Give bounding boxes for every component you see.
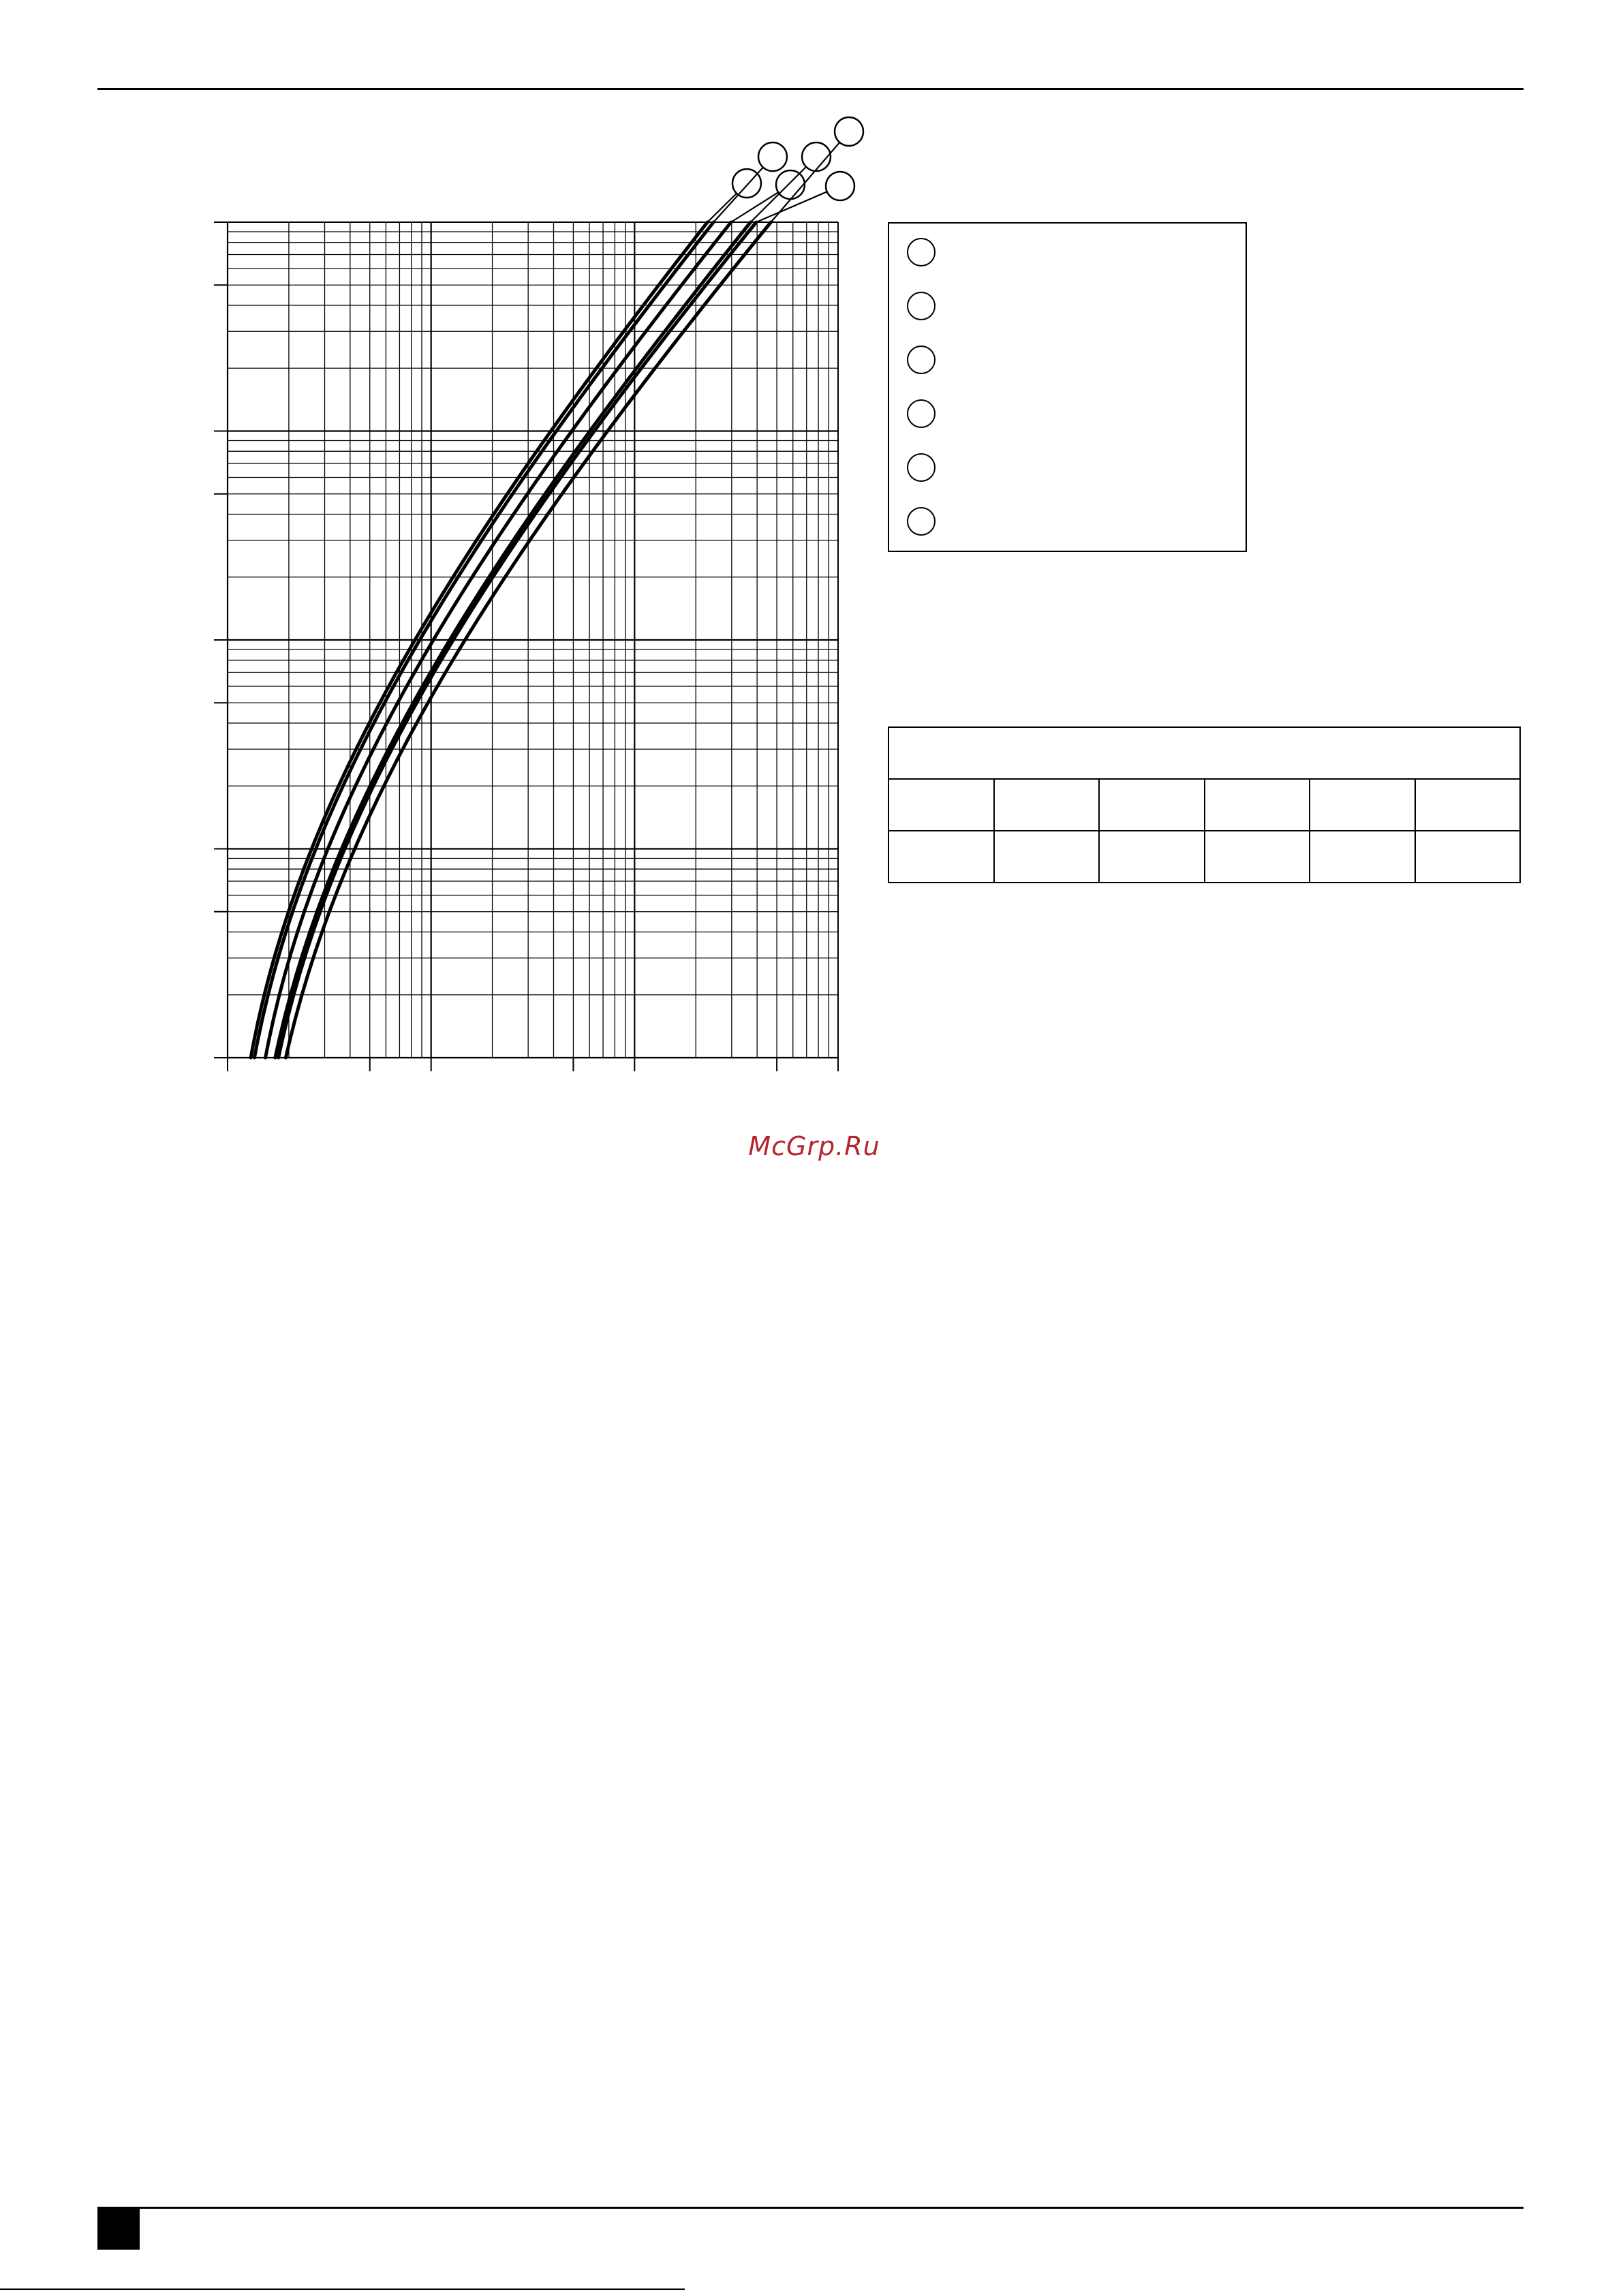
curve-tag-circle-icon — [835, 117, 863, 146]
legend-item — [907, 292, 1227, 323]
legend-circle-icon — [907, 453, 936, 482]
table-header-cell — [994, 779, 1100, 831]
legend-item — [907, 453, 1227, 485]
table-header-row — [888, 779, 1520, 831]
info-table — [888, 726, 1521, 883]
log-log-chart — [0, 0, 1623, 1118]
legend-item — [907, 507, 1227, 538]
page-marker — [97, 2207, 140, 2250]
table-header-cell — [1205, 779, 1310, 831]
table-cell — [1099, 831, 1205, 883]
tag-leader-line — [707, 194, 737, 222]
legend-item — [907, 346, 1227, 377]
legend-box — [888, 222, 1247, 552]
watermark-text: McGrp.Ru — [748, 1131, 880, 1161]
legend-circle-icon — [907, 507, 936, 536]
table-header-cell — [888, 779, 994, 831]
table-header-cell — [1099, 779, 1205, 831]
table-cell — [888, 831, 994, 883]
bottom-rule — [97, 2207, 1524, 2209]
table-cell — [1415, 831, 1521, 883]
legend-circle-icon — [907, 292, 936, 320]
table-cell — [1310, 831, 1415, 883]
legend-circle-icon — [907, 399, 936, 428]
table-cell — [994, 831, 1100, 883]
curve-tags — [707, 117, 863, 222]
table-title-row — [888, 727, 1520, 779]
curve-tag-circle-icon — [758, 142, 787, 171]
legend-item — [907, 238, 1227, 269]
table-title — [888, 727, 1520, 779]
table-cell — [1205, 831, 1310, 883]
curve-tag-circle-icon — [776, 170, 805, 199]
legend-circle-icon — [907, 238, 936, 266]
table-header-cell — [1310, 779, 1415, 831]
bottom-edge-line — [0, 2289, 685, 2290]
legend-circle-icon — [907, 346, 936, 374]
table-row — [888, 831, 1520, 883]
legend-item — [907, 399, 1227, 431]
table-header-cell — [1415, 779, 1521, 831]
curve-tag-circle-icon — [826, 172, 854, 200]
